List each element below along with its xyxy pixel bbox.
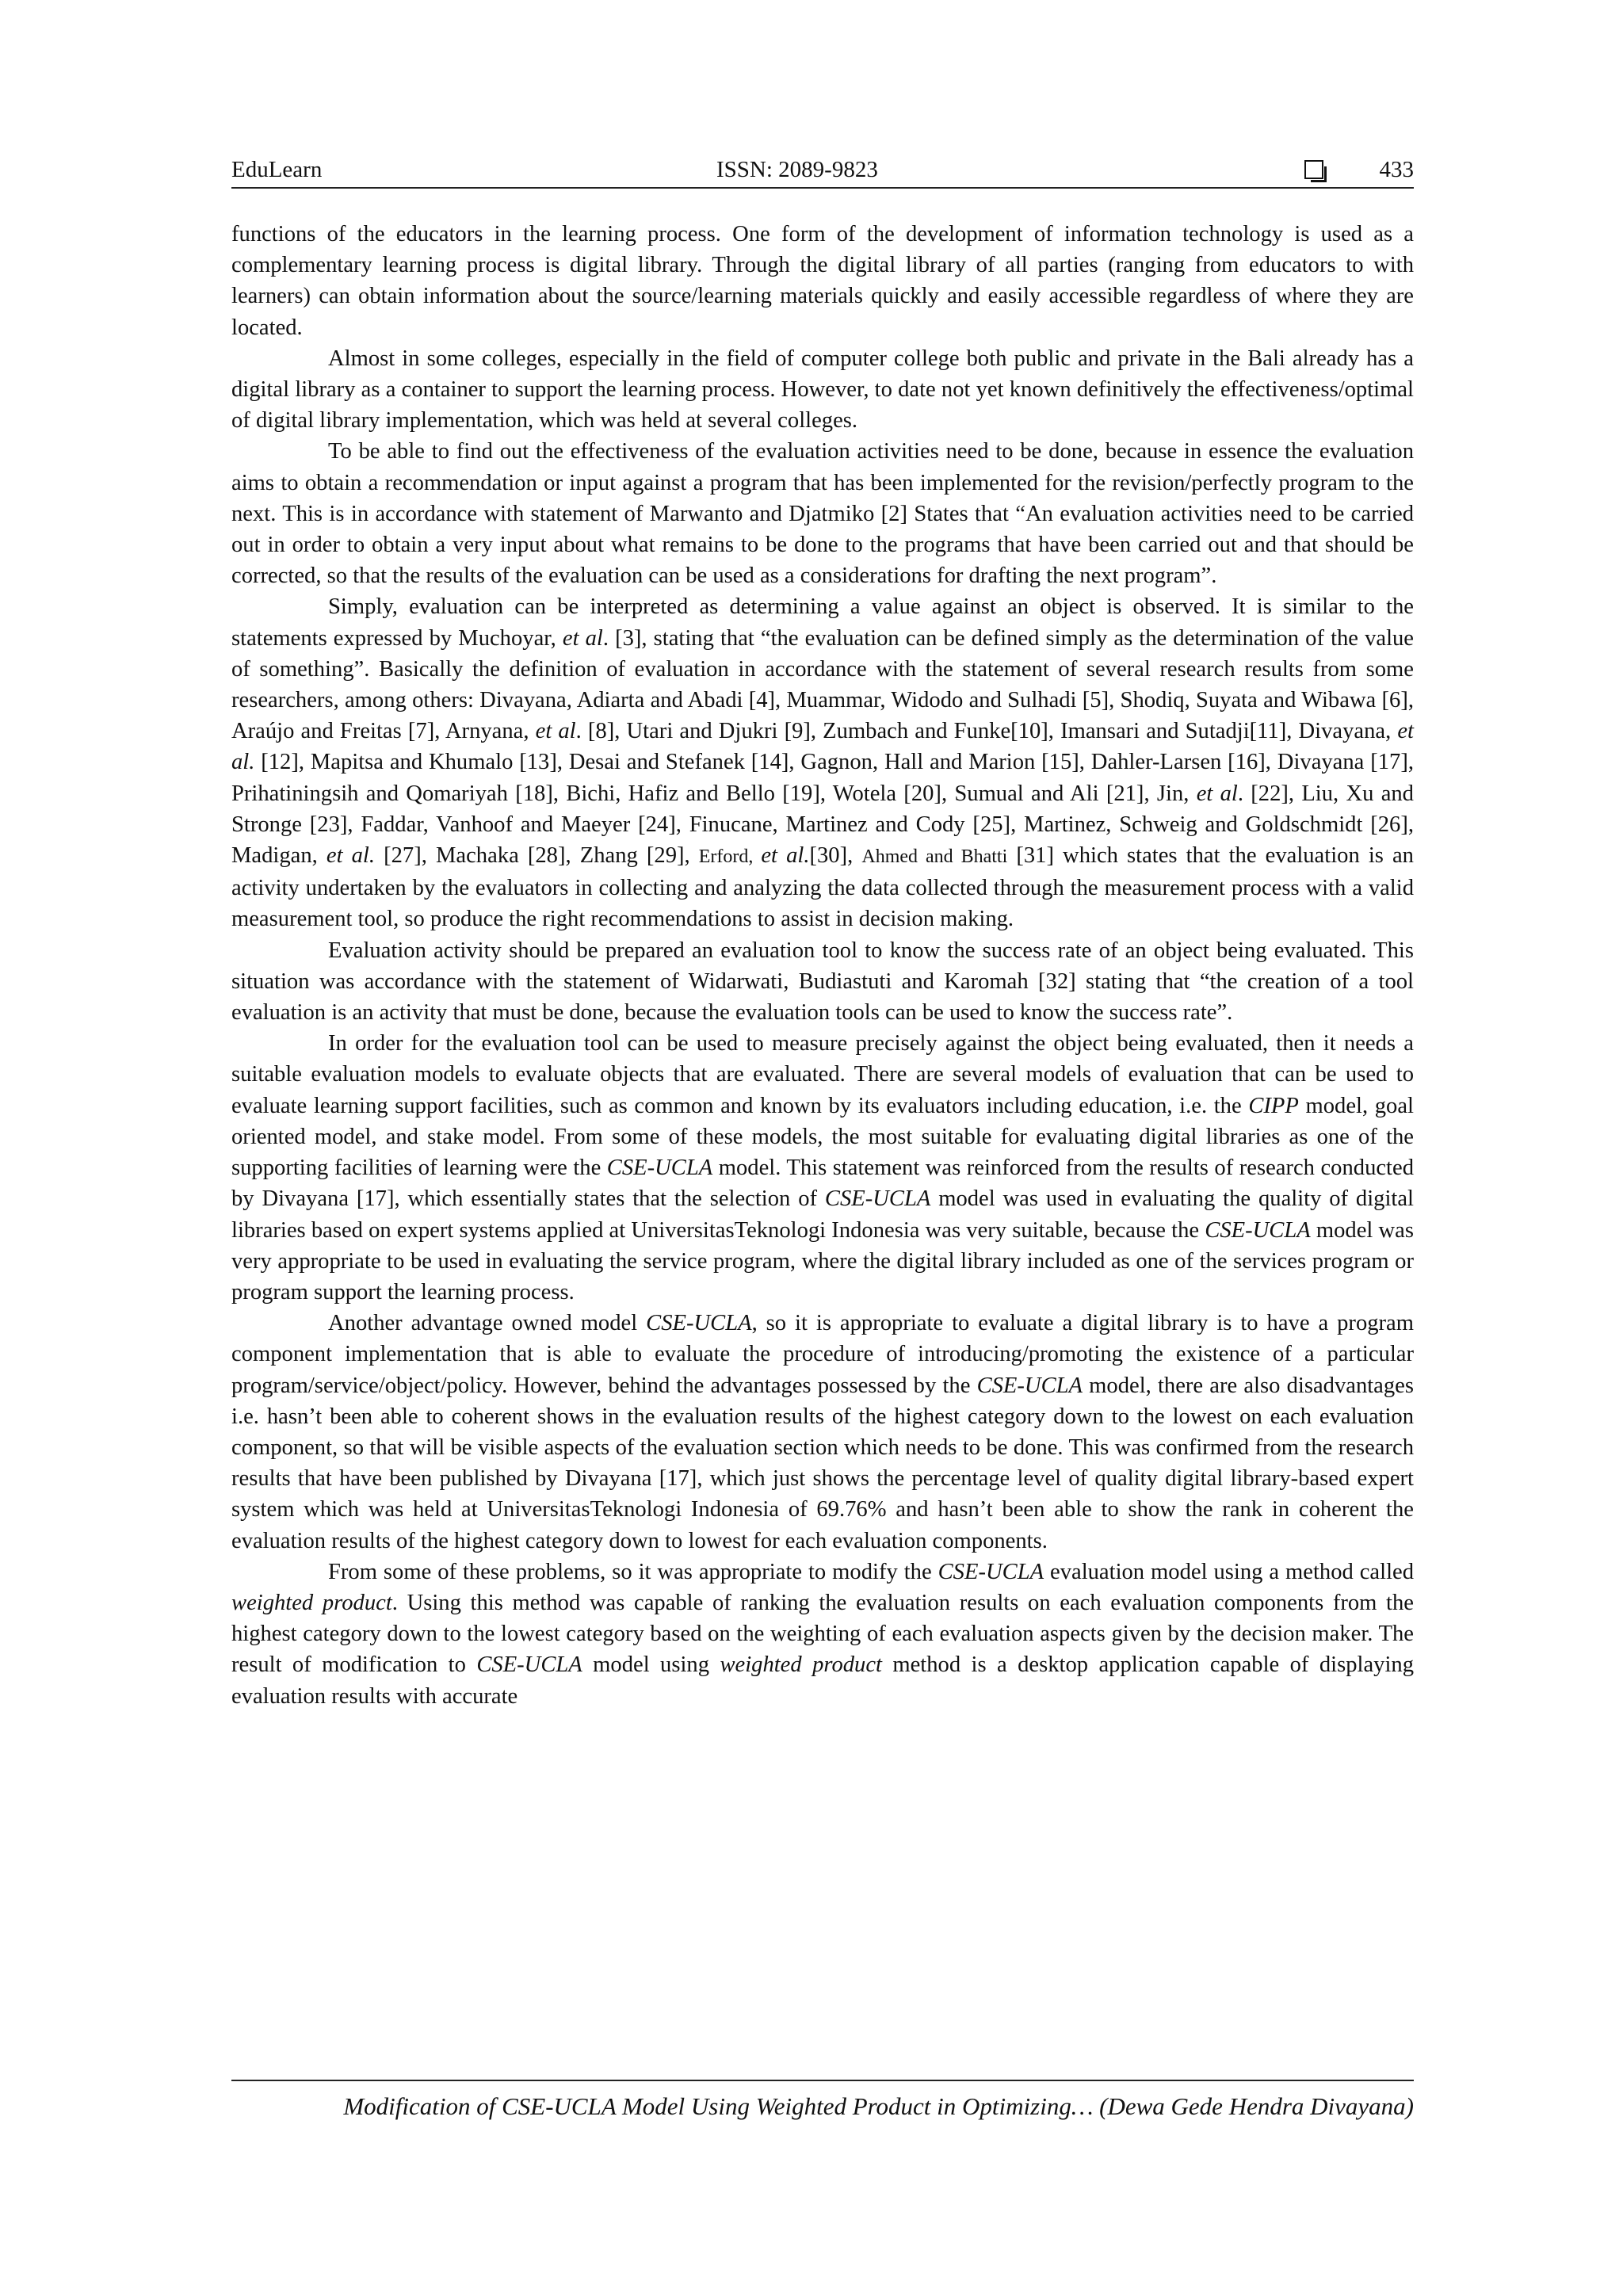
paragraph — [231, 1028, 1414, 1308]
text-run: . Using this method was capable of ranking the evaluation results on each evaluation components from the highest category down to the lowest category based on the weighting of each evaluation aspects given by the decision maker. The result of modification to — [231, 1590, 1414, 1678]
issn-label: ISSN: 2089-9823 — [716, 157, 878, 182]
running-footer: Modification of CSE-UCLA Model Using Weighted Product in Optimizing… (Dewa Gede Hendra Divayana) — [343, 2092, 1414, 2120]
italic-run: et al. — [761, 843, 810, 869]
text-run: Ahmed and Bhatti — [861, 846, 1008, 868]
paragraph — [231, 1557, 1414, 1712]
text-run: From some of these problems, so it was appropriate to modify the — [328, 1559, 938, 1584]
italic-run: CSE-UCLA — [606, 1156, 713, 1181]
text-run: Simply, evaluation can be interpreted as determining a value against an object is observed. It is similar to the statements expressed by Muchoyar, — [231, 594, 1414, 651]
italic-run: CSE-UCLA — [476, 1652, 582, 1678]
italic-run: et al — [1196, 781, 1238, 806]
page-header — [231, 152, 1414, 187]
paragraph — [231, 591, 1414, 934]
paragraph: Evaluation activity should be prepared an evaluation tool to know the success rate of an object being evaluated. This situation was accordance with the statement of Widarwati, Budiastuti and Karomah [32] stating that “the creation of a tool evaluation is an activity that must be done, because the evaluation tools can be used to know the success rate”. — [231, 938, 1414, 1026]
text-run: model, goal oriented model, and stake model. From some of these models, the most suitable for evaluating digital libraries as one of the supporting facilities of learning were the — [231, 1093, 1414, 1181]
italic-run: et al — [535, 719, 576, 744]
text-run: . [8], Utari and Djukri [9], Zumbach and Funke[10], Imansari and Sutadji[11], Divayana, — [575, 719, 1398, 744]
italic-run: CSE-UCLA — [976, 1373, 1083, 1398]
italic-run: weighted product — [720, 1652, 882, 1678]
text-run: [12], Mapitsa and Khumalo [13], Desai and Stefanek [14], Gagnon, Hall and Marion [15], Dahler-Larsen [16], Divayana [17], Prihatiningsih and Qomariyah [18], Bichi, Hafiz and Bello [19], Wotela [20], Sumual and Ali [21], Jin, — [231, 750, 1414, 806]
square-bullet-icon — [1304, 160, 1323, 179]
text-run: [30], — [809, 843, 862, 869]
paragraph: To be able to find out the effectiveness of the evaluation activities need to be done, because in essence the evaluation aims to obtain a recommendation or input against a program that has been implemented for the revision/perfectly program to the next. This is in accordance with statement of Marwanto and Djatmiko [2] States that “An evaluation activities need to be carried out in order to obtain a very input about what remains to be done to the programs that have been carried out and that should be corrected, so that the results of the evaluation can be used as a considerations for drafting the next program”. — [231, 439, 1414, 589]
italic-run: CSE-UCLA — [646, 1311, 752, 1336]
text-run: model, there are also disadvantages i.e. hasn’t been able to coherent shows in the evaluation results of the highest category down to the lowest on each evaluation component, so that will be visible aspects of the evaluation section which needs to be done. This was confirmed from the research results that have been published by Divayana [17], which just shows the percentage level of quality digital library-based expert system which was held at UniversitasTeknologi Indonesia of 69.76% and hasn’t been able to show the rank in coherent the evaluation results of the highest category down to lowest for each evaluation components. — [231, 1373, 1414, 1553]
text-run: model was used in evaluating the quality of digital libraries based on expert systems applied at UniversitasTeknologi Indonesia was very suitable, because the — [231, 1186, 1414, 1243]
paragraph: Almost in some colleges, especially in the field of computer college both public and private in the Bali already has a digital library as a container to support the learning process. However, to date not yet known definitively the effectiveness/optimal of digital library implementation, which was held at several colleges. — [231, 346, 1414, 434]
text-run: . [3], stating that “the evaluation can be defined simply as the determination of the value of something”. Basically the definition of evaluation in accordance with the statement of several research results from some researchers, among others: Divayana, Adiarta and Abadi [4], Muammar, Widodo and Sulhadi [5], Shodiq, Suyata and Wibawa [6], Araújo and Freitas [7], Arnyana, — [231, 625, 1414, 744]
text-run: evaluation model using a method called — [1044, 1559, 1415, 1584]
paragraph — [231, 1308, 1414, 1557]
italic-run: CSE-UCLA — [1205, 1217, 1311, 1243]
text-run: model was very appropriate to be used in evaluating the service program, where the digital library included as one of the services program or program support the learning process. — [231, 1217, 1414, 1305]
page-number: 433 — [1379, 157, 1414, 182]
text-run: In order for the evaluation tool can be used to measure precisely against the object being evaluated, then it needs a suitable evaluation models to evaluate objects that are evaluated. There are several models of evaluation that can be used to evaluate learning support facilities, such as common and known by its evaluators including education, i.e. the — [231, 1031, 1414, 1118]
italic-run: et al. — [231, 719, 1414, 775]
italic-run: et al. — [326, 843, 376, 869]
text-run: model using — [582, 1652, 720, 1678]
italic-run: weighted product — [231, 1590, 392, 1615]
journal-name: EduLearn — [231, 157, 323, 182]
text-run: . [22], Liu, Xu and Stronge [23], Faddar, Vanhoof and Maeyer [24], Finucane, Martinez and Cody [25], Martinez, Schweig and Goldschmidt [26], Madigan, — [231, 781, 1414, 869]
text-run: method is a desktop application capable of displaying evaluation results with accurate — [231, 1652, 1414, 1709]
italic-run: CSE-UCLA — [938, 1559, 1044, 1584]
footer-rule — [231, 2080, 1414, 2081]
italic-run: CSE-UCLA — [824, 1186, 931, 1212]
text-run: model. This statement was reinforced from the results of research conducted by Divayana [17], which essentially states that the selection of — [231, 1156, 1414, 1212]
body-text — [231, 219, 1414, 1712]
text-run: [31] which states that the evaluation is an activity undertaken by the evaluators in collecting and analyzing the data collected through the measurement process with a valid measurement tool, so produce the right recommendations to assist in decision making. — [231, 843, 1414, 932]
text-run: , so it is appropriate to evaluate a digital library is to have a program component implementation that is able to evaluate the procedure of introducing/promoting the existence of a particular program/service/object/policy. However, behind the advantages possessed by the — [231, 1311, 1414, 1398]
text-run: Another advantage owned model — [328, 1311, 647, 1336]
paragraph: functions of the educators in the learning process. One form of the development of information technology is used as a complementary learning process is digital library. Through the digital library of all parties (ranging from educators to with learners) can obtain information about the source/learning materials quickly and easily accessible regardless of where they are located. — [231, 222, 1414, 340]
header-rule — [231, 187, 1414, 189]
text-run: [27], Machaka [28], Zhang [29], — [375, 843, 699, 869]
italic-run: CIPP — [1248, 1093, 1299, 1118]
italic-run: et al — [562, 625, 603, 651]
text-run: Erford, — [698, 846, 762, 868]
